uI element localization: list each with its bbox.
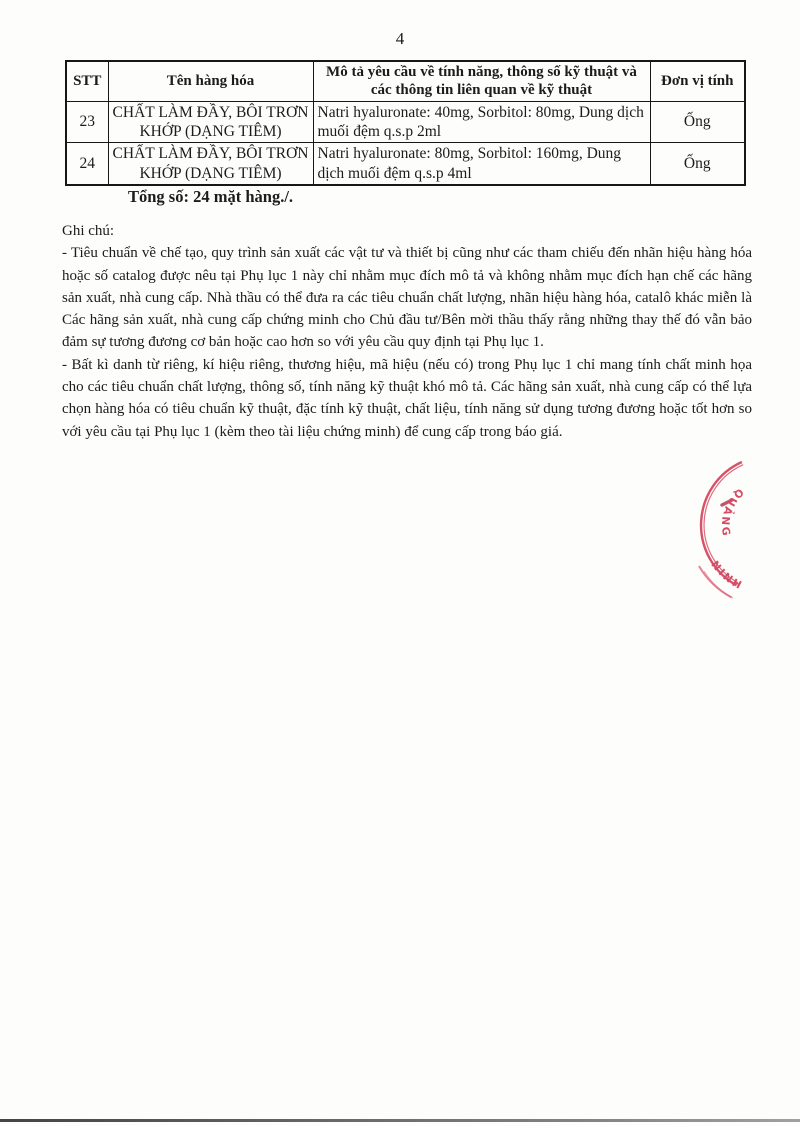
table-row <box>66 101 745 143</box>
red-seal-stamp <box>680 450 795 600</box>
cell-unit: Ống <box>650 143 745 185</box>
header-mo-ta: Mô tả yêu cầu về tính năng, thông số kỹ thuật và các thông tin liên quan về kỹ thuật <box>313 61 650 101</box>
stamp-text-bottom: NINH <box>708 558 746 593</box>
note-paragraph: - Tiêu chuẩn về chế tạo, quy trình sản xuất các vật tư và thiết bị cũng như các tham chiếu đến nhãn hiệu hàng hóa hoặc số catalog được nêu tại Phụ lục 1 này chỉ nhằm mục đích mô tả và không nhằm mục đích hạn chế các hãng sản xuất, nhà cung cấp. Nhà thầu có thể đưa ra các tiêu chuẩn chất lượng, nhãn hiệu hàng hóa, catalô khác miễn là Các hãng sản xuất, nhà cung cấp chứng minh cho Chủ đầu tư/Bên mời thầu thấy rằng những thay thế đó vẫn bảo đảm sự tương đương cơ bản hoặc cao hơn so với yêu cầu quy định tại Phụ lục 1. <box>62 245 752 351</box>
table-row <box>66 143 745 185</box>
notes-section <box>62 220 752 443</box>
scan-edge-artifact <box>0 1119 800 1122</box>
cell-stt: 23 <box>66 101 108 143</box>
note-paragraph: - Bất kì danh từ riêng, kí hiệu riêng, thương hiệu, mã hiệu (nếu có) trong Phụ lục 1 chỉ mang tính chất minh họa cho các tiêu chuẩn chất lượng, thông số, tính năng kỹ thuật khó mô tả. Các hãng sản xuất, nhà cung cấp có thể lựa chọn hàng hóa có tiêu chuẩn kỹ thuật, đặc tính kỹ thuật, chất liệu, tính năng sử dụng tương đương hoặc tốt hơn so với yêu cầu tại Phụ lục 1 (kèm theo tài liệu chứng minh) để cung cấp trong báo giá. <box>62 356 752 440</box>
cell-name: CHẤT LÀM ĐẦY, BÔI TRƠN KHỚP (DẠNG TIÊM) <box>108 101 313 143</box>
cell-description: Natri hyaluronate: 40mg, Sorbitol: 80mg, Dung dịch muối đệm q.s.p 2ml <box>313 101 650 143</box>
items-table <box>65 60 746 186</box>
notes-heading: Ghi chú: <box>62 223 115 239</box>
table-header-row <box>66 61 745 101</box>
header-stt: STT <box>66 61 108 101</box>
total-line: Tổng số: 24 mặt hàng./. <box>128 187 294 206</box>
header-ten-hang-hoa: Tên hàng hóa <box>108 61 313 101</box>
header-don-vi-tinh: Đơn vị tính <box>650 61 745 101</box>
page-number: 4 <box>395 29 405 48</box>
cell-name: CHẤT LÀM ĐẦY, BÔI TRƠN KHỚP (DẠNG TIÊM) <box>108 143 313 185</box>
cell-unit: Ống <box>650 101 745 143</box>
cell-description: Natri hyaluronate: 80mg, Sorbitol: 160mg, Dung dịch muối đệm q.s.p 4ml <box>313 143 650 185</box>
cell-stt: 24 <box>66 143 108 185</box>
stamp-text-top: QUẢNG <box>718 485 746 539</box>
